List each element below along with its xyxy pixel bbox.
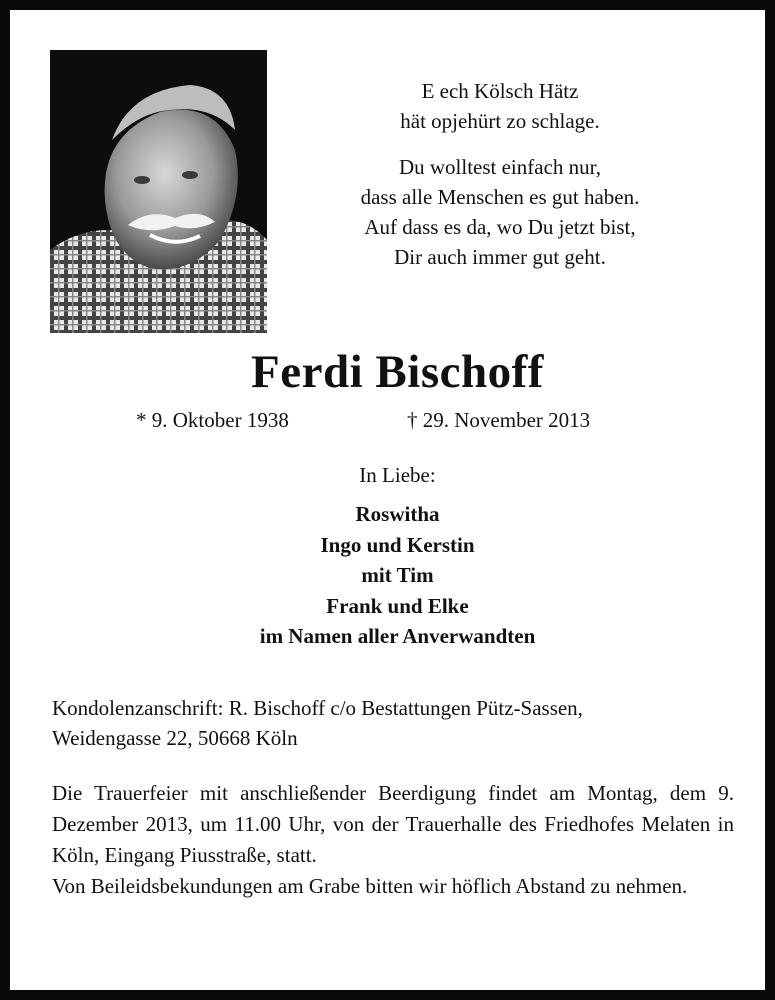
portrait-image [50, 50, 267, 333]
family-member: Frank und Elke [326, 593, 469, 618]
family-list [10, 499, 775, 652]
poem-line: E ech Kölsch Hätz [421, 79, 579, 103]
birth-date: * 9. Oktober 1938 [136, 408, 289, 432]
family-member: Ingo und Kerstin [320, 532, 475, 557]
condolence-address [52, 693, 742, 753]
family-member: im Namen aller Anverwandten [259, 624, 536, 648]
death-date: † 29. November 2013 [407, 408, 591, 432]
poem-line: dass alle Menschen es gut haben. [360, 185, 640, 209]
family-member: mit Tim [361, 563, 434, 587]
love-label: In Liebe: [359, 463, 436, 487]
poem-line: hät opjehürt zo schlage. [400, 109, 600, 133]
poem-stanza-2 [300, 152, 700, 272]
poem-stanza-1 [300, 76, 700, 136]
family-member: Roswitha [355, 502, 440, 526]
poem-line: Du wolltest einfach nur, [398, 155, 602, 179]
address-line: Weidengasse 22, 50668 Köln [52, 726, 298, 750]
poem-block [300, 76, 700, 288]
address-line: Kondolenzanschrift: R. Bischoff c/o Bestattungen Pütz-Sassen, [52, 696, 583, 720]
notice-paragraph: Von Beileidsbekundungen am Grabe bitten wir höflich Abstand zu nehmen. [52, 874, 688, 898]
deceased-name: Ferdi Bischoff [251, 346, 544, 398]
poem-line: Auf dass es da, wo Du jetzt bist, [364, 215, 636, 239]
notice-paragraph: Die Trauerfeier mit anschließender Beerdigung findet am Montag, dem 9. Dezember 2013, um 11.00 Uhr, von der Trauerhalle des Friedhofes Melaten in Köln, Eingang Piusstraße, statt. [52, 781, 734, 867]
portrait-photo [50, 50, 267, 333]
funeral-notice [52, 778, 734, 902]
poem-line: Dir auch immer gut geht. [394, 245, 606, 269]
